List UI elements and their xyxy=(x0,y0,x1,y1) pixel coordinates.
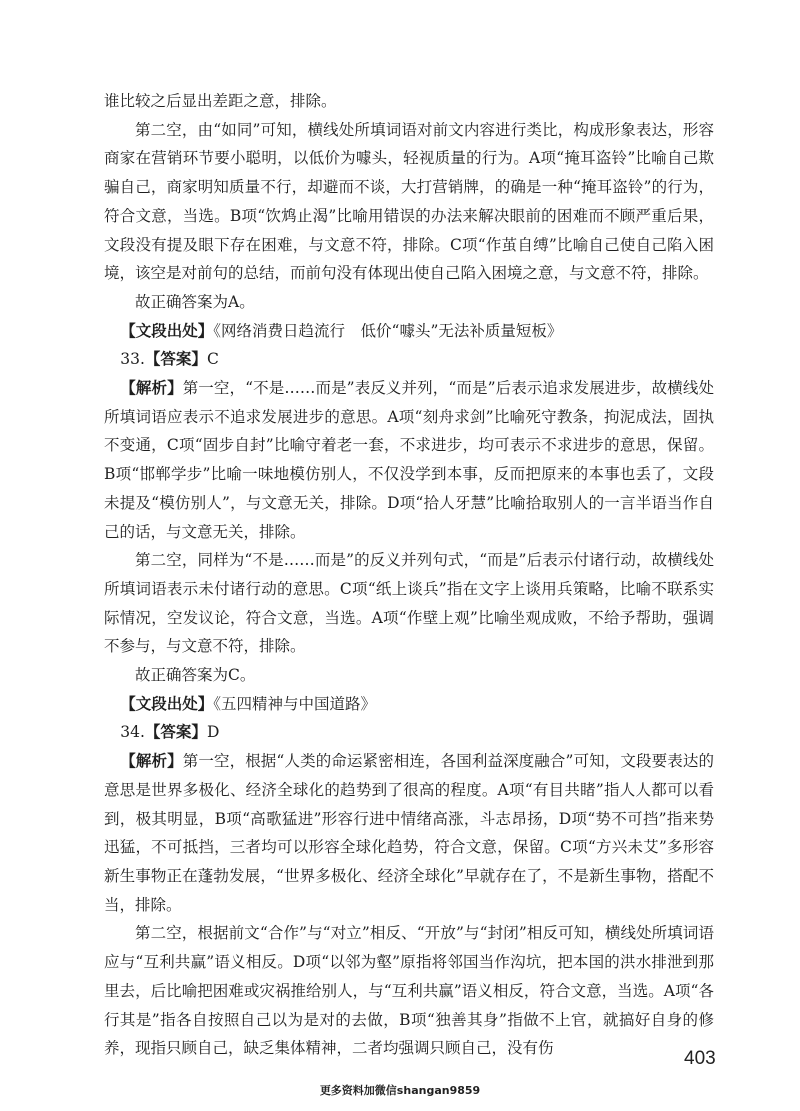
paragraph-analysis-blank2-q32: 第二空，由“如同”可知，横线处所填词语对前文内容进行类比，构成形象表达，形容商家在营销环节要小聪明，以低价为噱头，轻视质量的行为。A项“掩耳盗铃”比喻自己欺骗自己，商家明知质量不行，却避而不谈，大打营销牌，的确是一种“掩耳盗铃”的行为，符合文意，当选。B项“饮鸩止渴”比喻用错误的办法来解决眼前的困难而不顾严重后果，文段没有提及眼下存在困难，与文意不符，排除。C项“作茧自缚”比喻自己使自己陷入困境，该空是对前句的总结，而前句没有体现出使自己陷入困境之意，与文意不符，排除。 xyxy=(104,120,714,283)
footer-note: 更多资料加微信shangan9859 xyxy=(319,1084,481,1097)
paragraph-analysis-blank1-q34 xyxy=(104,747,714,919)
source-q33 xyxy=(104,690,714,719)
page-number: 403 xyxy=(684,1048,716,1069)
source-q32 xyxy=(104,317,714,346)
source-label: 【文段出处】 xyxy=(120,694,214,713)
analysis-label: 【解析】 xyxy=(120,752,183,771)
question-33-answer xyxy=(104,345,714,374)
question-number: 33. xyxy=(120,350,145,369)
question-34-answer xyxy=(104,718,714,747)
analysis-text: 第一空，“不是……而是”表反义并列，“而是”后表示追求发展进步，故横线处所填词语应表示不追求发展进步的意思。A项“刻舟求剑”比喻死守教条，拘泥成法，固执不变通，C项“固步自封”比喻守着老一套，不求进步，均可表示不求进步的意思，保留。B项“邯郸学步”比喻一味地模仿别人，不仅没学到本事，反而把原来的本事也丢了，文段未提及“模仿别人”，与文意无关，排除。D项“拾人牙慧”比喻拾取别人的一言半语当作自己的话，与文意无关，排除。 xyxy=(104,379,714,541)
analysis-text: 第一空，根据“人类的命运紧密相连，各国利益深度融合”可知，文段要表达的意思是世界多极化、经济全球化的趋势到了很高的程度。A项“有目共睹”指人人都可以看到，极其明显，B项“高歌猛进”形容行进中情绪高涨，斗志昂扬，D项“势不可挡”指来势迅猛，不可抵挡，三者均可以形容全球化趋势，符合文意，保留。C项“方兴未艾”多形容新生事物正在蓬勃发展，“世界多极化、经济全球化”早就存在了，不是新生事物，搭配不当，排除。 xyxy=(104,752,714,914)
paragraph-analysis-blank2-q34: 第二空，根据前文“合作”与“对立”相反、“开放”与“封闭”相反可知，横线处所填词语应与“互利共赢”语义相反。D项“以邻为壑”原指将邻国当作沟坑，把本国的洪水排泄到那里去，后比喻把困难或灾祸推给别人，与“互利共赢”语义相反，符合文意，当选。A项“各行其是”指各自按照自己以为是对的去做，B项“独善其身”指做不上官，就搞好自身的修养，现指只顾自己，缺乏集体精神，二者均强调只顾自己，没有伤 xyxy=(104,924,714,1058)
question-number: 34. xyxy=(120,723,145,742)
answer-value: C xyxy=(206,350,219,369)
answer-value: D xyxy=(206,723,220,742)
paragraph-answer-q33: 故正确答案为C。 xyxy=(135,666,256,685)
answer-label: 【答案】 xyxy=(144,723,207,742)
source-title: 《五四精神与中国道路》 xyxy=(213,694,377,713)
body-text xyxy=(104,87,714,1063)
source-label: 【文段出处】 xyxy=(120,321,214,340)
paragraph-continuation: 谁比较之后显出差距之意，排除。 xyxy=(104,92,337,110)
source-title: 《网络消费日趋流行 低价“噱头”无法补质量短板》 xyxy=(213,321,563,340)
paragraph-analysis-blank2-q33: 第二空，同样为“不是……而是”的反义并列句式，“而是”后表示付诸行动，故横线处所填词语表示未付诸行动的意思。C项“纸上谈兵”指在文字上谈用兵策略，比喻不联系实际情况，空发议论，符合文意，当选。A项“作壁上观”比喻坐观成败，不给予帮助，强调不参与，与文意不符，排除。 xyxy=(104,551,714,656)
analysis-label: 【解析】 xyxy=(120,379,183,398)
answer-label: 【答案】 xyxy=(144,350,207,369)
paragraph-analysis-blank1-q33 xyxy=(104,374,714,546)
paragraph-answer-q32: 故正确答案为A。 xyxy=(135,292,255,311)
